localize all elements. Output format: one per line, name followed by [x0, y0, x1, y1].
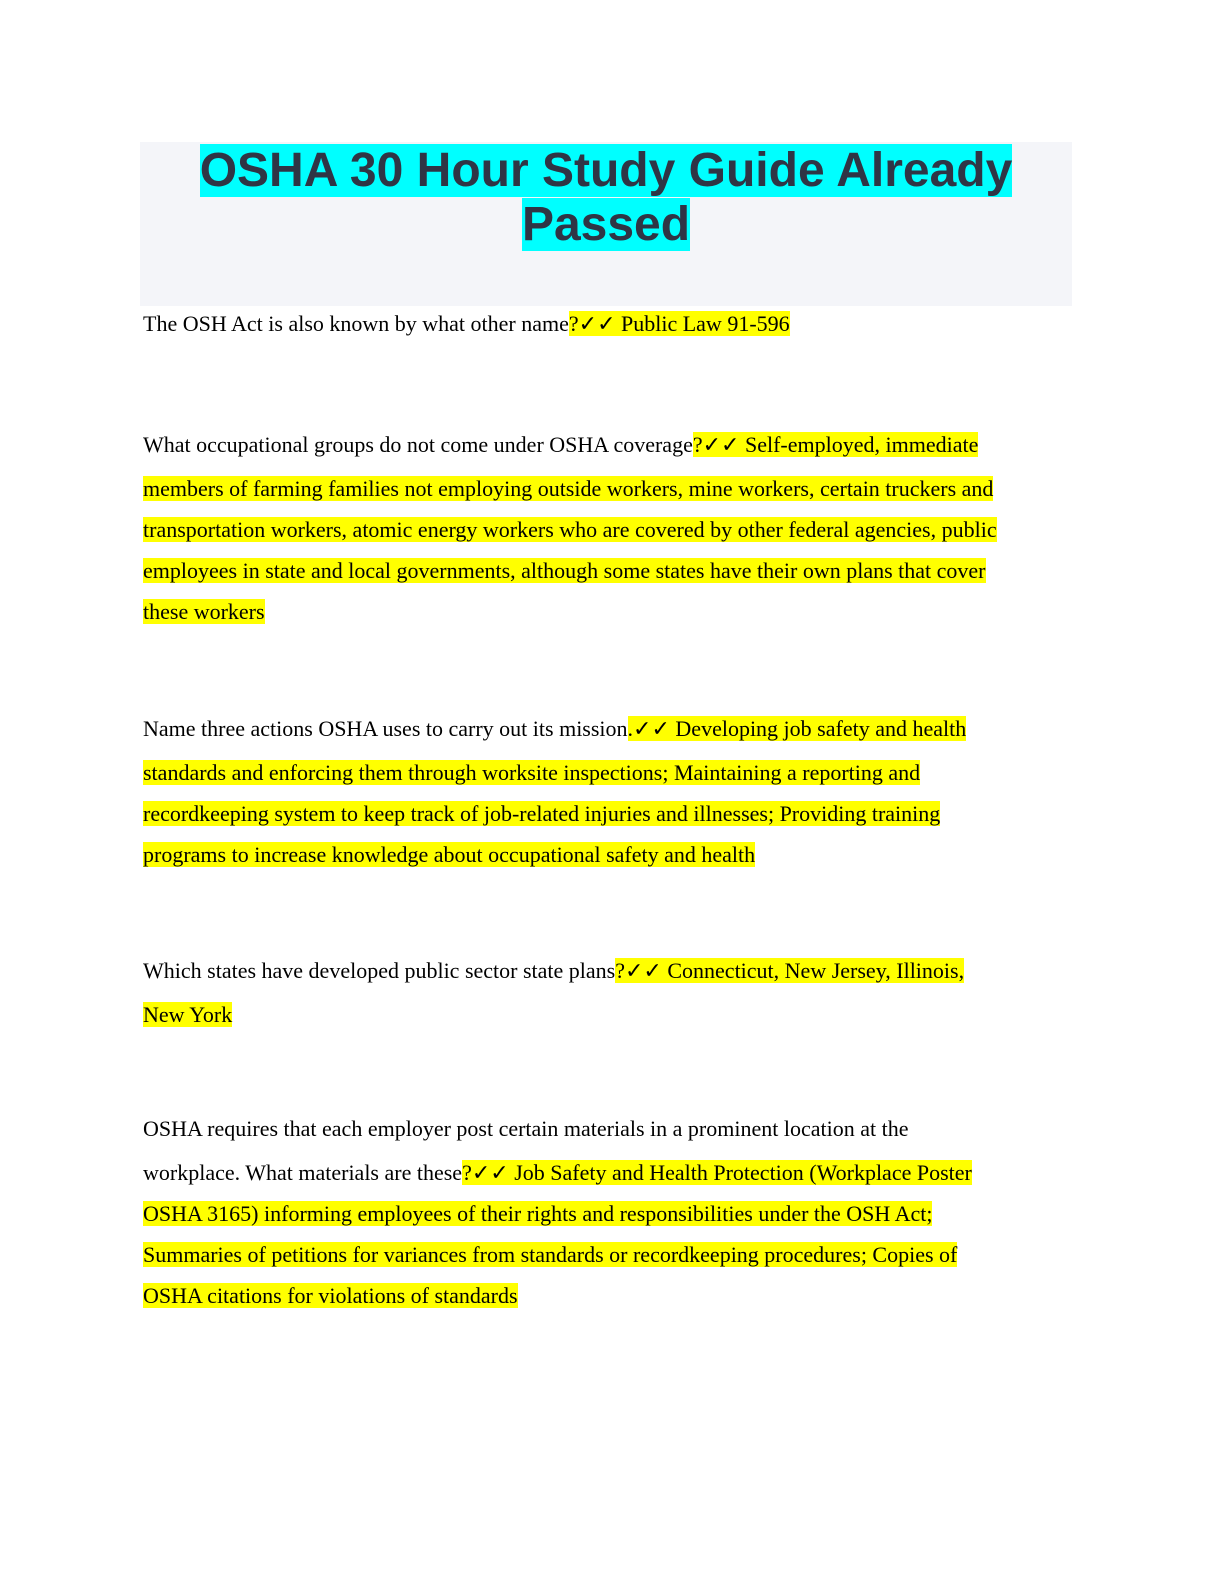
- answer-text: New York: [143, 1002, 233, 1027]
- question-text: OSHA requires that each employer post certain materials in a prominent location at the: [143, 1116, 909, 1141]
- qa-item: [143, 958, 964, 1043]
- qa-line: [143, 1242, 972, 1283]
- qa-line: [143, 1002, 964, 1043]
- answer-text: ?✓✓ Self-employed, immediate: [692, 432, 979, 457]
- question-text: What occupational groups do not come under OSHA coverage: [143, 432, 693, 457]
- qa-item: [143, 432, 997, 640]
- answer-text: OSHA citations for violations of standards: [143, 1283, 518, 1308]
- question-text: workplace. What materials are these: [143, 1160, 463, 1185]
- title-line-1: OSHA 30 Hour Study Guide Already: [199, 144, 1013, 197]
- qa-line: [143, 716, 966, 760]
- title-banner: [140, 142, 1072, 306]
- answer-text: recordkeeping system to keep track of job-related injuries and illnesses; Providing training: [143, 801, 941, 826]
- answer-text: OSHA 3165) informing employees of their rights and responsibilities under the OSH Act;: [143, 1201, 933, 1226]
- qa-line: [143, 311, 790, 355]
- qa-line: [143, 958, 964, 1002]
- qa-line: [143, 801, 966, 842]
- answer-text: these workers: [143, 599, 265, 624]
- qa-line: [143, 1160, 972, 1201]
- question-text: Which states have developed public sector state plans: [143, 958, 616, 983]
- qa-line: [143, 599, 997, 640]
- question-text: Name three actions OSHA uses to carry out its mission: [143, 716, 628, 741]
- answer-text: members of farming families not employing outside workers, mine workers, certain truckers and: [143, 476, 994, 501]
- qa-line: [143, 1116, 972, 1160]
- answer-text: ?✓✓ Connecticut, New Jersey, Illinois,: [615, 958, 965, 983]
- qa-item: [143, 311, 790, 355]
- qa-line: [143, 760, 966, 801]
- answer-text: transportation workers, atomic energy workers who are covered by other federal agencies, public: [143, 517, 997, 542]
- title-line-2: Passed: [521, 198, 691, 251]
- qa-line: [143, 1201, 972, 1242]
- answer-text: standards and enforcing them through worksite inspections; Maintaining a reporting and: [143, 760, 921, 785]
- answer-text: ?✓✓ Public Law 91-596: [568, 311, 790, 336]
- qa-line: [143, 476, 997, 517]
- answer-text: .✓✓ Developing job safety and health: [627, 716, 967, 741]
- qa-line: [143, 1283, 972, 1324]
- answer-text: employees in state and local governments, although some states have their own plans that cover: [143, 558, 986, 583]
- answer-text: ?✓✓ Job Safety and Health Protection (Workplace Poster: [462, 1160, 972, 1185]
- page-title: [140, 142, 1072, 252]
- answer-text: Summaries of petitions for variances from standards or recordkeeping procedures; Copies of: [143, 1242, 958, 1267]
- qa-line: [143, 432, 997, 476]
- qa-item: [143, 1116, 972, 1324]
- qa-line: [143, 558, 997, 599]
- question-text: The OSH Act is also known by what other name: [143, 311, 569, 336]
- qa-item: [143, 716, 966, 883]
- answer-text: programs to increase knowledge about occupational safety and health: [143, 842, 756, 867]
- qa-line: [143, 517, 997, 558]
- qa-line: [143, 842, 966, 883]
